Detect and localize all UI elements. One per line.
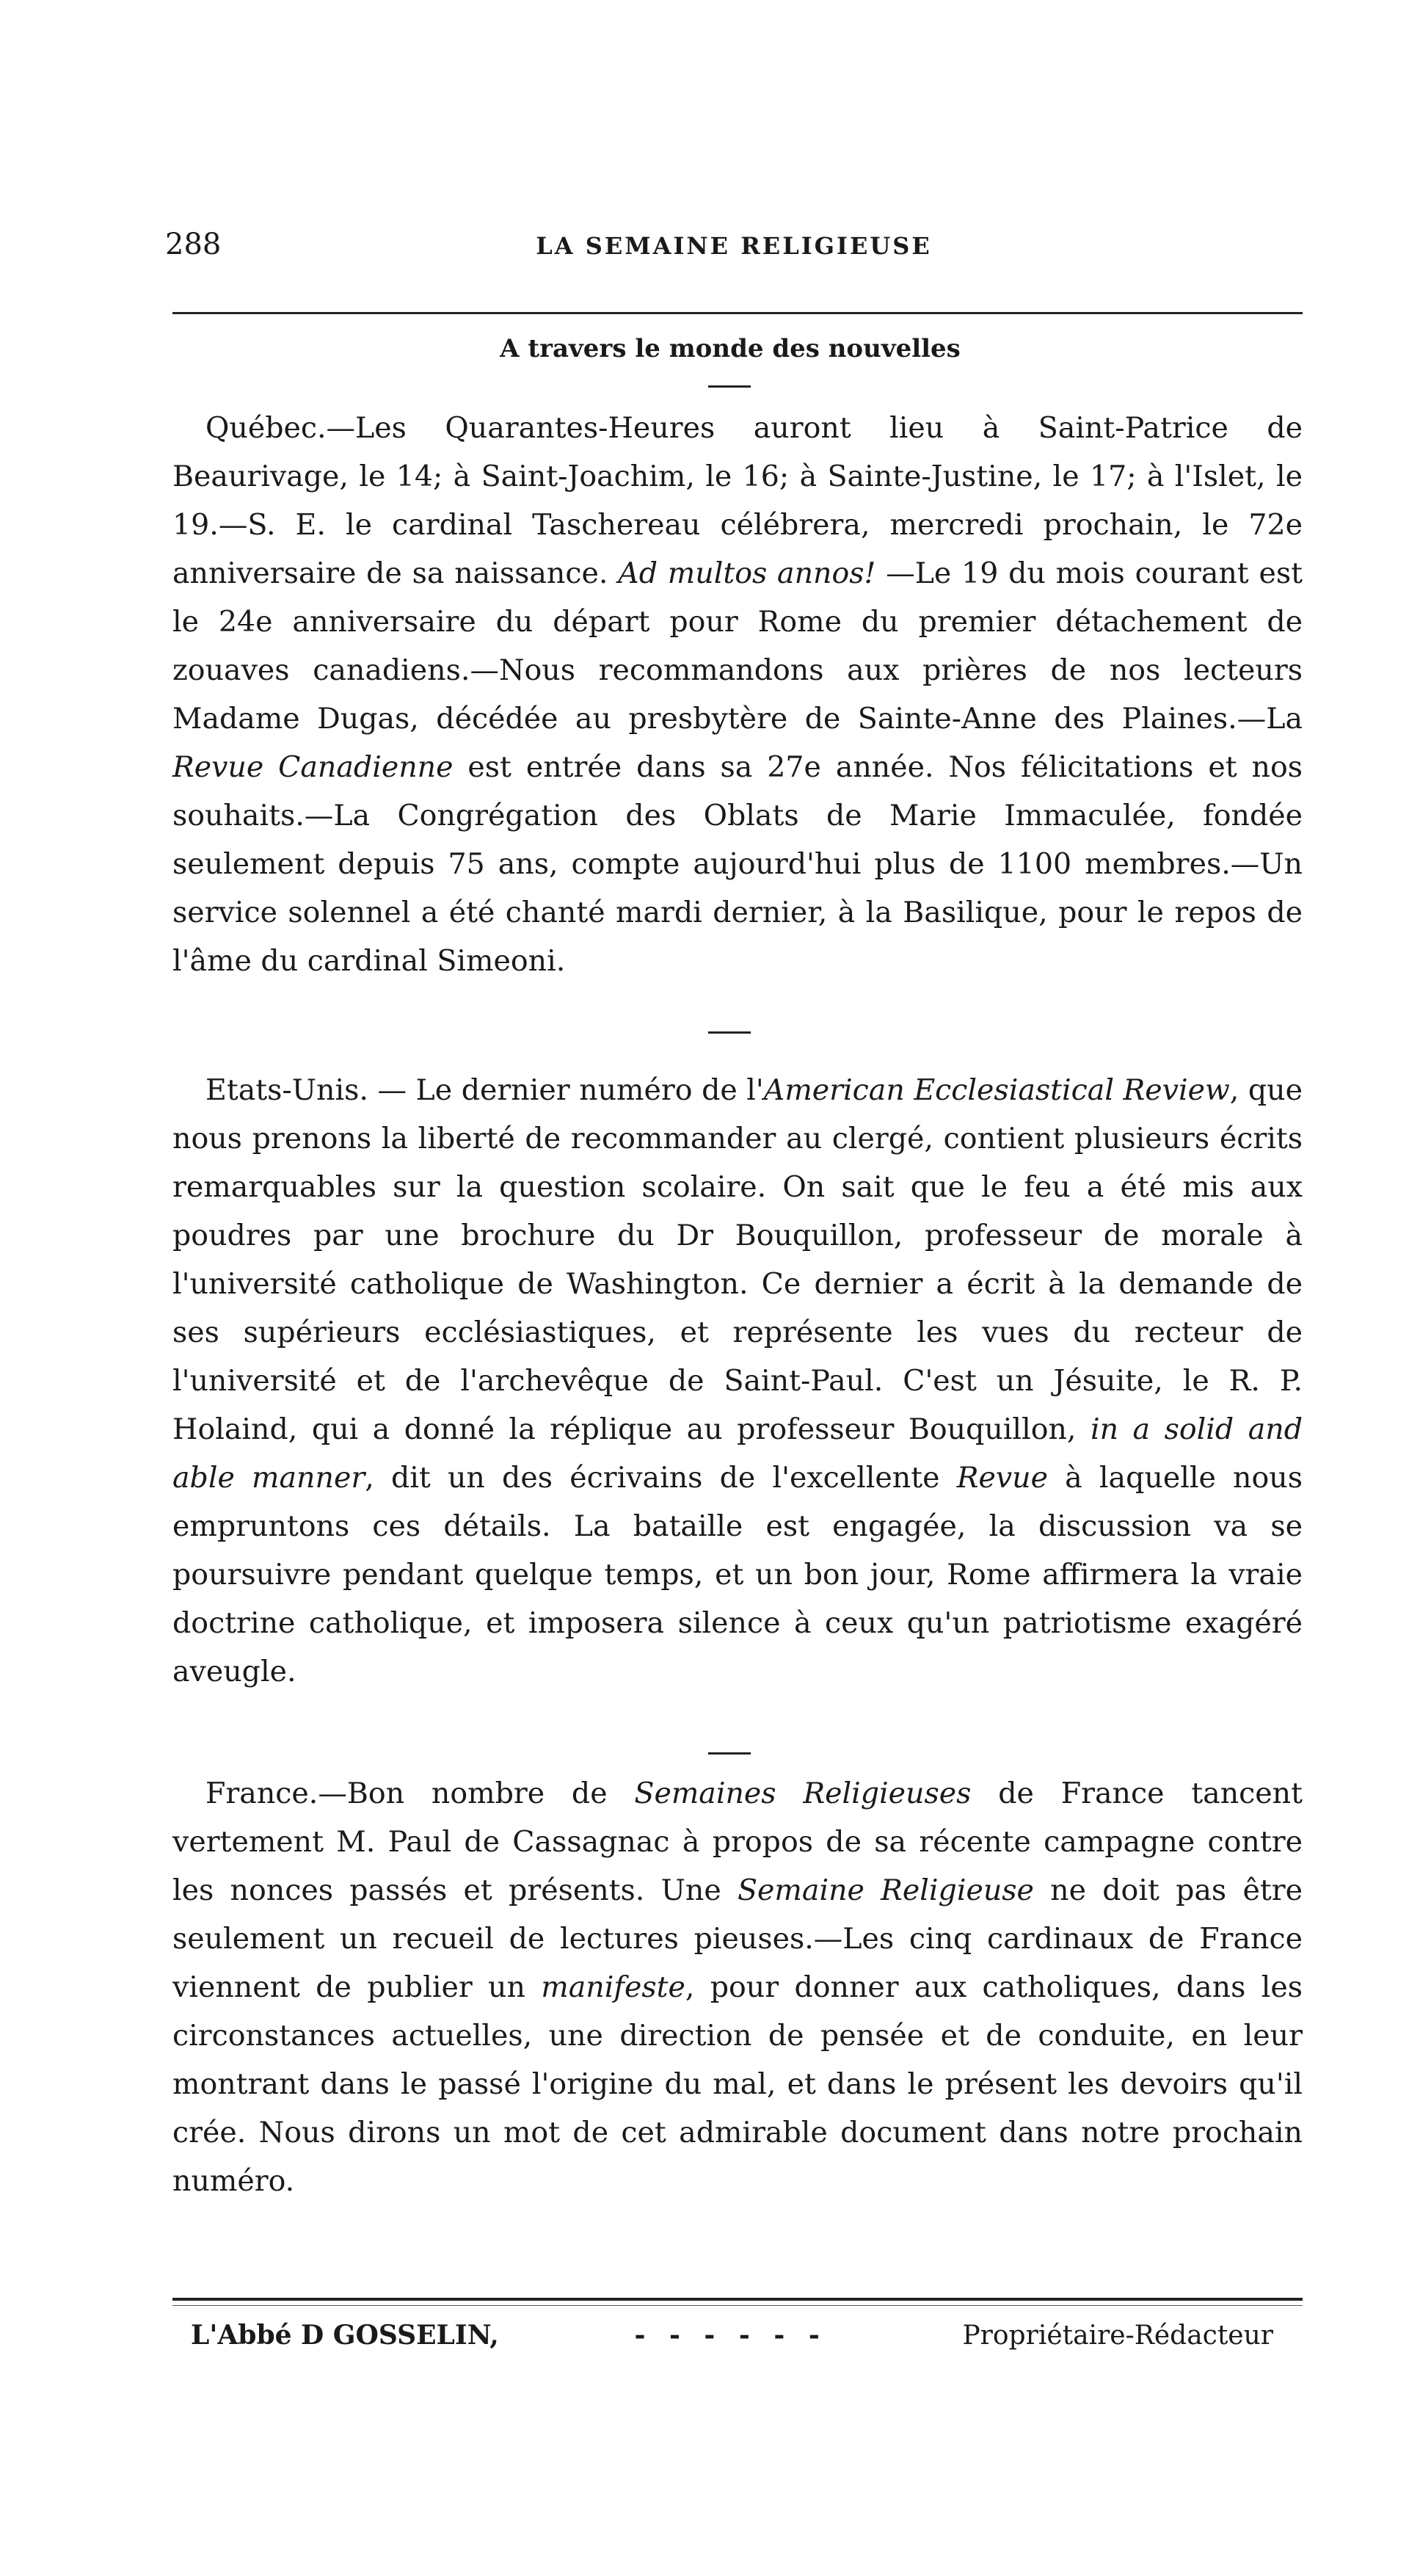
paragraph-separator: [708, 1752, 751, 1755]
text-run: , que nous prenons la liberté de recommander au clergé, contient plusieurs écrits remarquables sur la question scolaire. On sait que le feu a été mis aux poudres par une brochure du Dr Bouquillon, professeur de morale à l'université catholique de Washington. Ce dernier a écrit à la demande de ses supérieurs ecclésiastiques, et représente les vues du recteur de l'université et de l'archevêque de Saint-Paul. C'est un Jésuite, le R. P. Holaind, qui a donné la réplique au professeur Bouquillon,: [172, 1073, 1303, 1446]
paragraph-quebec: [172, 404, 1303, 985]
italic-run: Revue Canadienne: [172, 750, 454, 784]
text-run: , pour donner aux catholiques, dans les circonstances actuelles, une direction de pensée et de conduite, en leur montrant dans le passé l'origine du mal, et dans le présent les devoirs qu'il crée. Nous dirons un mot de cet admirable document dans notre prochain numéro.: [172, 1970, 1303, 2198]
text-run: à laquelle nous empruntons ces détails. La bataille est engagée, la discussion va se poursuivre pendant quelque temps, et un bon jour, Rome affirmera la vraie doctrine catholique, et imposera silence à ceux qu'un patriotisme exagéré aveugle.: [172, 1461, 1303, 1688]
page-header: [165, 228, 1303, 272]
page-number: 288: [165, 228, 222, 261]
text-run: , dit un des écrivains de l'excellente: [365, 1461, 957, 1495]
text-run: ne doit pas être seulement un recueil de lectures pieuses.—Les cinq cardinaux de France viennent de publier un: [172, 1873, 1303, 2004]
text-run: est entrée dans sa 27e année. Nos félicitations et nos souhaits.—La Congrégation des Oblats de Marie Immaculée, fondée seulement depuis 75 ans, compte aujourd'hui plus de 1100 membres.—Un service solennel a été chanté mardi dernier, à la Basilique, pour le repos de l'âme du cardinal Simeoni.: [172, 750, 1303, 978]
text-run: —Le 19 du mois courant est le 24e anniversaire du départ pour Rome du premier détachement de zouaves canadiens.—Nous recommandons aux prières de nos lecteurs Madame Dugas, décédée au presbytère de Sainte-Anne des Plaines.—La: [172, 556, 1303, 736]
paragraph-france: [172, 1769, 1303, 2205]
italic-run: American Ecclesiastical Review: [763, 1073, 1230, 1107]
paragraph-etats-unis: [172, 1066, 1303, 1696]
header-rule: [172, 312, 1303, 314]
italic-run: in a solid and able manner: [172, 1412, 1303, 1495]
italic-run: Semaines Religieuses: [634, 1777, 972, 1810]
text-run: France.—Bon nombre de: [205, 1777, 635, 1810]
text-run: Québec.—Les Quarantes-Heures auront lieu à Saint-Patrice de Beaurivage, le 14; à Saint-Joachim, le 16; à Sainte-Justine, le 17; à l'Islet, le 19.—S. E. le cardinal Taschereau célébrera, mercredi prochain, le 72e anniversaire de sa naissance.: [172, 411, 1303, 590]
text-run: de France tancent vertement M. Paul de Cassagnac à propos de sa récente campagne contre les nonces passés et présents. Une: [172, 1777, 1303, 1907]
page-footer: [191, 2320, 1273, 2351]
heading-separator: [708, 385, 751, 388]
leader-dashes: - - - - - -: [634, 2320, 827, 2351]
editor-name: L'Abbé D GOSSELIN,: [191, 2320, 499, 2351]
text-run: Etats-Unis. — Le dernier numéro de l': [205, 1073, 764, 1107]
editor-role: Propriétaire-Rédacteur: [962, 2321, 1273, 2351]
paragraph-separator: [708, 1031, 751, 1034]
footer-rule-thin: [172, 2305, 1303, 2306]
running-title: LA SEMAINE RELIGIEUSE: [536, 232, 932, 260]
italic-run: Ad multos annos!: [618, 556, 876, 590]
italic-run: Revue: [956, 1461, 1048, 1495]
document-page: [158, 0, 1303, 2576]
italic-run: manifeste: [541, 1970, 685, 2004]
italic-run: Semaine Religieuse: [738, 1873, 1034, 1907]
footer-rule: [172, 2298, 1303, 2301]
section-heading: A travers le monde des nouvelles: [500, 334, 961, 363]
